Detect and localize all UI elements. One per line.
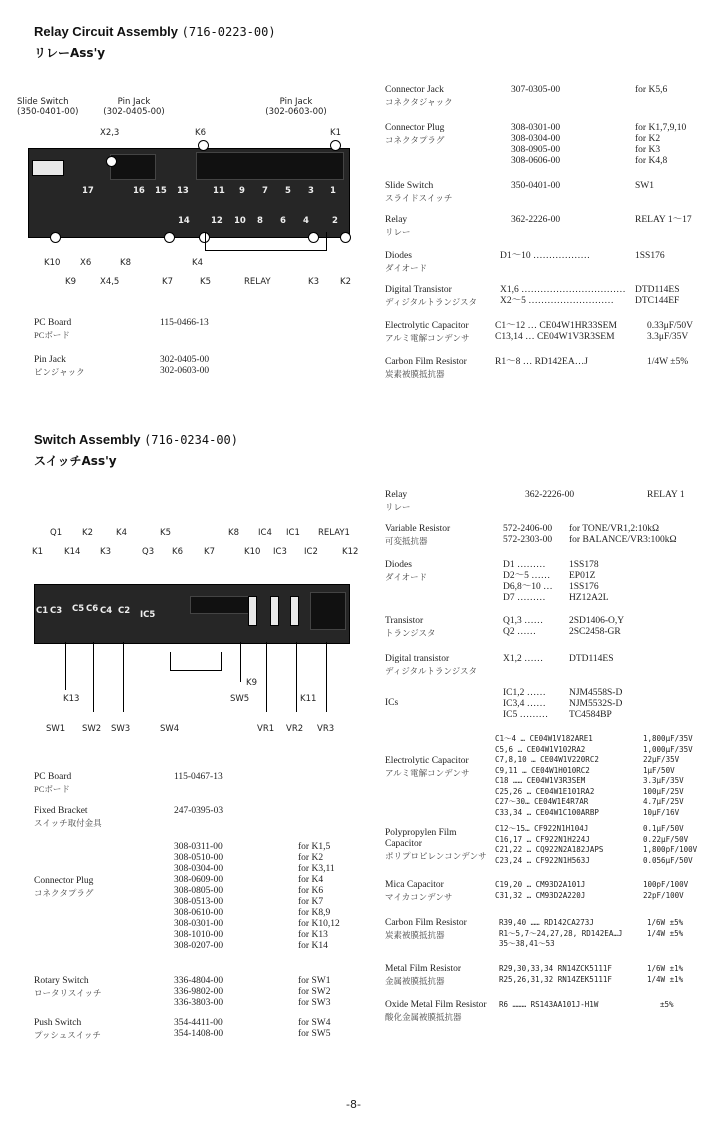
relay-14: 14 (178, 216, 190, 226)
k7-connector (164, 232, 175, 243)
label-x45: X4,5 (100, 277, 120, 287)
ic3-chip (270, 596, 279, 626)
label-relay: RELAY (244, 277, 271, 287)
sr-5: ICs (385, 698, 399, 708)
label-sw2: SW2 (82, 724, 102, 734)
label-sw-k11: K11 (300, 694, 317, 704)
relay-2: 2 (332, 216, 338, 226)
label-k6: K6 (195, 128, 206, 138)
label-q3: Q3 (142, 547, 155, 557)
relay-4: 4 (303, 216, 309, 226)
sl-3: Rotary Switch ロータリスイッチ (34, 976, 102, 998)
relay-3: 3 (308, 186, 314, 196)
label-ic2: IC2 (304, 547, 318, 557)
relay-bracket (205, 232, 327, 251)
relay-11: 11 (213, 186, 225, 196)
slide-switch-callout: Slide Switch (350-0401-00) (17, 97, 79, 117)
ic4-chip (248, 596, 257, 626)
label-k8: K8 (120, 258, 131, 268)
label-k4: K4 (192, 258, 203, 268)
relay-15: 15 (155, 186, 167, 196)
k2-connector (340, 232, 351, 243)
relay-left-0-pn: 115-0466-13 (160, 318, 209, 328)
label-sw-k10: K10 (244, 547, 261, 557)
sl-0: PC Board PCボード (34, 772, 72, 794)
sr-8: Mica Capacitor マイカコンデンサ (385, 880, 453, 902)
sr-3: Transistor トランジスタ (385, 616, 436, 638)
label-sw-k8: K8 (228, 528, 239, 538)
relay-9: 9 (239, 186, 245, 196)
sw-c1: C1 (36, 606, 49, 616)
label-ic4: IC4 (258, 528, 272, 538)
sw-c2: C2 (118, 606, 131, 616)
sw-c3: C3 (50, 606, 63, 616)
switch-part-number: (716-0234-00) (144, 433, 238, 447)
label-k5: K5 (200, 277, 211, 287)
label-sw5: SW5 (230, 694, 250, 704)
rr-7: Carbon Film Resistor 炭素被膜抵抗器 (385, 357, 467, 379)
sr-4: Digital transistor ディジタルトランジスタ (385, 654, 478, 676)
label-sw-k7: K7 (204, 547, 215, 557)
label-sw-k1: K1 (32, 547, 43, 557)
switch-pcb (34, 584, 350, 644)
label-sw-k12: K12 (342, 547, 359, 557)
label-sw-k9: K9 (246, 678, 257, 688)
relay-left-row-1: Pin Jack ピンジャック (34, 355, 85, 377)
pin-jack-a-callout: Pin Jack (302-0405-00) (103, 97, 165, 117)
label-ic3: IC3 (273, 547, 287, 557)
label-sw1: SW1 (46, 724, 66, 734)
switch-jp-title: スイッチAss'y (34, 454, 117, 468)
rr-5: Digital Transistor ディジタルトランジスタ (385, 285, 478, 307)
sw-c5: C5 (72, 604, 85, 614)
relay-part-number: (716-0223-00) (181, 25, 276, 39)
relay-left-1-pn1: 302-0405-00 (160, 355, 210, 365)
relay-jp-title: リレーAss'y (34, 46, 106, 60)
sr-10: Metal Film Resistor 金属被膜抵抗器 (385, 964, 461, 986)
label-k10: K10 (44, 258, 61, 268)
page-number: -8- (346, 1098, 361, 1111)
label-sw4: SW4 (160, 724, 180, 734)
pin-jack-a (110, 154, 156, 180)
k6-connector (198, 140, 209, 151)
pin-jack-b-callout: Pin Jack (302-0603-00) (265, 97, 327, 117)
relay1-body (310, 592, 346, 630)
sl-1: Fixed Bracket スイッチ取付金具 (34, 806, 102, 828)
relay-title-text: Relay Circuit Assembly (34, 24, 179, 39)
relay-10: 10 (234, 216, 246, 226)
label-x23: X2,3 (100, 128, 120, 138)
sl-4: Push Switch プッシュスイッチ (34, 1018, 101, 1040)
label-sw-k5: K5 (160, 528, 171, 538)
label-k1: K1 (330, 128, 341, 138)
sw4-bracket (170, 652, 222, 671)
slide-switch-body (32, 160, 64, 176)
x23-pin (106, 156, 117, 167)
relay-6: 6 (280, 216, 286, 226)
relay-left-1-pn2: 302-0603-00 (160, 366, 210, 376)
sw-c4: C4 (100, 606, 113, 616)
sl-2: Connector Plug コネクタプラグ (34, 876, 94, 898)
label-x6: X6 (80, 258, 92, 268)
sr-0: Relay リレー (385, 490, 411, 512)
label-relay1: RELAY1 (318, 528, 350, 538)
label-sw-k2: K2 (82, 528, 93, 538)
label-k9: K9 (65, 277, 76, 287)
label-vr2: VR2 (286, 724, 304, 734)
pin-jack-b (196, 152, 344, 180)
sr-6: Electrolytic Capacitor アルミ電解コンデンサ (385, 756, 470, 778)
relay-left-row-0: PC Board PCボード (34, 318, 72, 340)
relay-assembly-title (34, 24, 276, 39)
rr-4: Diodes ダイオード (385, 251, 428, 273)
label-sw-k3: K3 (100, 547, 111, 557)
sr-7: Polypropylen Film Capacitor ポリプロピレンコンデンサ (385, 828, 487, 861)
k1-connector (330, 140, 341, 151)
sr-9: Carbon Film Resistor 炭素被膜抵抗器 (385, 918, 467, 940)
sr-1: Variable Resistor 可変抵抗器 (385, 524, 451, 546)
k10-connector (50, 232, 61, 243)
label-sw-k14: K14 (64, 547, 81, 557)
sr-11: Oxide Metal Film Resistor 酸化金属被膜抵抗器 (385, 1000, 487, 1022)
relay-17: 17 (82, 186, 94, 196)
label-sw3: SW3 (111, 724, 131, 734)
label-sw-k4: K4 (116, 528, 127, 538)
ic1-chip (290, 596, 299, 626)
sr-2: Diodes ダイオード (385, 560, 428, 582)
sw-ic5: IC5 (140, 610, 156, 620)
label-sw-k13: K13 (63, 694, 80, 704)
relay-7: 7 (262, 186, 268, 196)
rr-6: Electrolytic Capacitor アルミ電解コンデンサ (385, 321, 470, 343)
rr-3: Relay リレー (385, 215, 411, 237)
label-k3: K3 (308, 277, 319, 287)
label-k2: K2 (340, 277, 351, 287)
switch-title-text: Switch Assembly (34, 432, 141, 447)
sw-c6: C6 (86, 604, 99, 614)
relay-1: 1 (330, 186, 336, 196)
label-ic1: IC1 (286, 528, 300, 538)
label-sw-k6: K6 (172, 547, 183, 557)
rr-2: Slide Switch スライドスイッチ (385, 181, 453, 203)
label-q1: Q1 (50, 528, 63, 538)
relay-5: 5 (285, 186, 291, 196)
relay-13: 13 (177, 186, 189, 196)
relay-8: 8 (257, 216, 263, 226)
relay-12: 12 (211, 216, 223, 226)
rr-0: Connector Jack コネクタジャック (385, 85, 453, 107)
switch-assembly-title (34, 432, 238, 447)
label-vr1: VR1 (257, 724, 275, 734)
label-k7: K7 (162, 277, 173, 287)
relay-16: 16 (133, 186, 145, 196)
k6-k7-headers (190, 596, 252, 614)
rr-1: Connector Plug コネクタプラグ (385, 123, 445, 145)
label-vr3: VR3 (317, 724, 335, 734)
